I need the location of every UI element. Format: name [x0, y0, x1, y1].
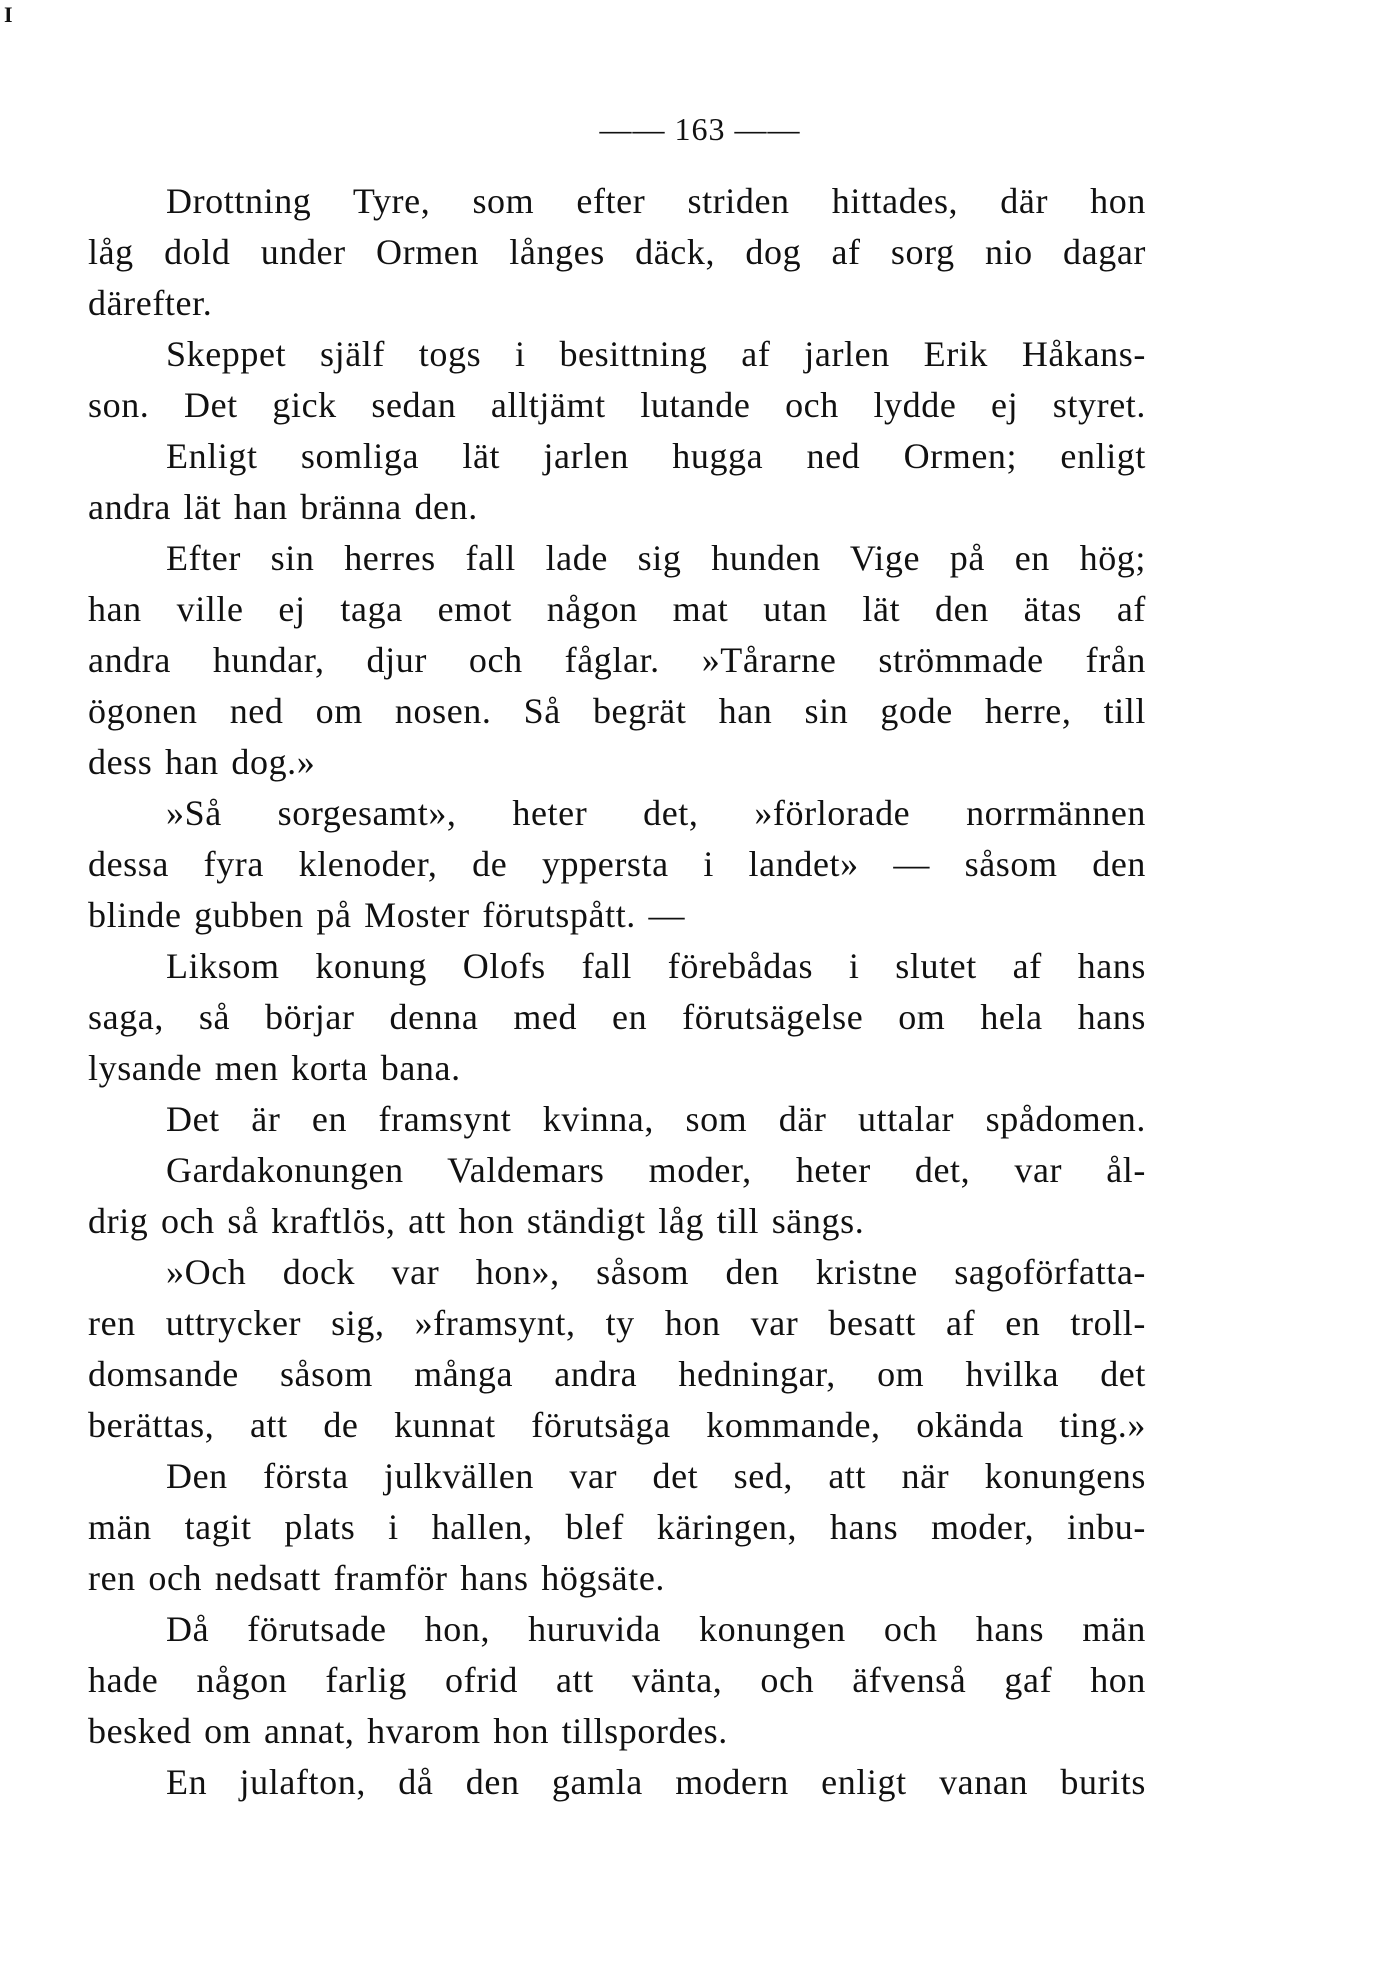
corner-mark: I — [4, 2, 13, 27]
text-line: män tagit plats i hallen, blef käringen, hans moder, inbu- — [88, 1507, 1146, 1547]
text-line: Det är en framsynt kvinna, som där uttalar spådomen. — [166, 1099, 1146, 1139]
text-line: Liksom konung Olofs fall förebådas i slutet af hans — [166, 946, 1146, 986]
text-line: drig och så kraftlös, att hon ständigt låg till sängs. — [88, 1201, 865, 1241]
text-line: dessa fyra klenoder, de yppersta i landet» — såsom den — [88, 844, 1146, 884]
text-line: berättas, att de kunnat förutsäga kommande, okända ting.» — [88, 1405, 1146, 1445]
text-line: Skeppet själf togs i besittning af jarlen Erik Håkans- — [166, 334, 1146, 374]
text-line: hade någon farlig ofrid att vänta, och äfvenså gaf hon — [88, 1660, 1146, 1700]
text-line: Drottning Tyre, som efter striden hittades, där hon — [166, 181, 1146, 221]
text-line: saga, så börjar denna med en förutsägelse om hela hans — [88, 997, 1146, 1037]
text-line: son. Det gick sedan alltjämt lutande och lydde ej styret. — [88, 385, 1146, 425]
text-line: lysande men korta bana. — [88, 1048, 461, 1088]
body-text — [88, 176, 1146, 1808]
text-line: besked om annat, hvarom hon tillspordes. — [88, 1711, 728, 1751]
text-line: låg dold under Ormen långes däck, dog af sorg nio dagar — [88, 232, 1146, 272]
text-line: Efter sin herres fall lade sig hunden Vige på en hög; — [166, 538, 1146, 578]
text-line: ögonen ned om nosen. Så begrät han sin gode herre, till — [88, 691, 1146, 731]
text-line: »Så sorgesamt», heter det, »förlorade norrmännen — [166, 793, 1146, 833]
text-line: Enligt somliga lät jarlen hugga ned Ormen; enligt — [166, 436, 1146, 476]
text-line: ren uttrycker sig, »framsynt, ty hon var besatt af en troll- — [88, 1303, 1146, 1343]
text-line: ren och nedsatt framför hans högsäte. — [88, 1558, 666, 1598]
text-line: andra lät han bränna den. — [88, 487, 478, 527]
page-number: —— 163 —— — [599, 111, 801, 147]
text-line: Den första julkvällen var det sed, att när konungens — [166, 1456, 1146, 1496]
text-line: En julafton, då den gamla modern enligt vanan burits — [166, 1762, 1146, 1802]
text-line: Då förutsade hon, huruvida konungen och hans män — [166, 1609, 1146, 1649]
text-line: dess han dog.» — [88, 742, 316, 782]
text-line: blinde gubben på Moster förutspått. — — [88, 895, 686, 935]
text-line: »Och dock var hon», såsom den kristne sagoförfatta- — [166, 1252, 1146, 1292]
text-line: andra hundar, djur och fåglar. »Tårarne strömmade från — [88, 640, 1146, 680]
text-line: han ville ej taga emot någon mat utan lät den ätas af — [88, 589, 1146, 629]
text-line: domsande såsom många andra hedningar, om hvilka det — [88, 1354, 1146, 1394]
text-line: Gardakonungen Valdemars moder, heter det, var ål- — [166, 1150, 1146, 1190]
text-line: därefter. — [88, 283, 213, 323]
